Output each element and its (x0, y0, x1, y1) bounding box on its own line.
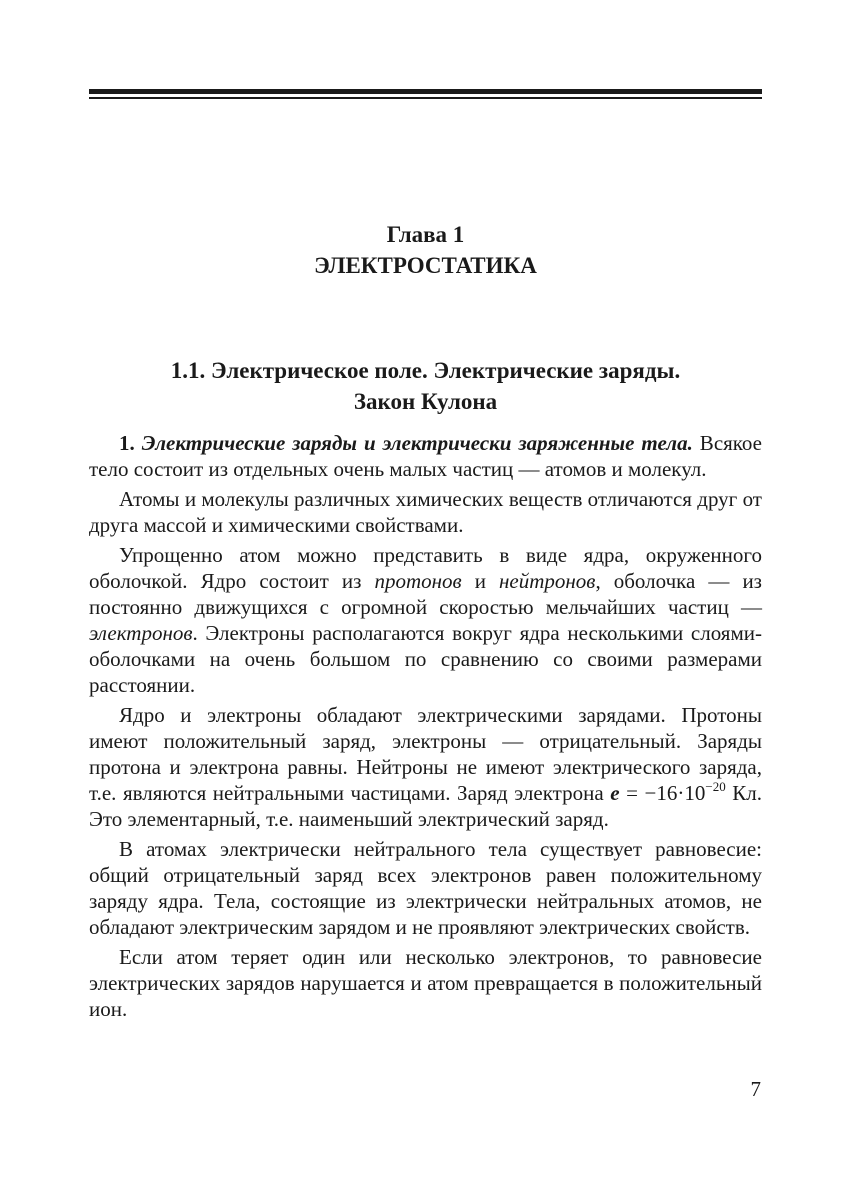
term-protons: протонов (374, 569, 462, 593)
paragraph-1-text: Всякое тело состоит из отдельных очень малых частиц — атомов и молекул. (89, 431, 763, 481)
paragraph-3-text-4: . Электроны располагаются вокруг ядра несколькими слоями-оболочками на очень большом по сравнению со своими размерами расстоянии. (89, 621, 762, 697)
section-title-line2: Закон Кулона (353, 389, 498, 414)
paragraph-5: В атомах электрически нейтрального тела существует равновесие: общий отрицательный заряд всех электронов равен положительному заряду ядра. Тела, состоящие из электрически нейтральных атомов, не обладают электрическим зарядом и не проявляют электрических свойств. (89, 837, 762, 939)
header-rule-thick (89, 89, 762, 94)
header-rule-thin (89, 97, 762, 99)
paragraph-3-text-2: и (461, 569, 499, 593)
term-neutrons: нейтронов (498, 569, 596, 593)
paragraph-lead: Электрические заряды и электрически заряженные тела. (141, 431, 693, 455)
paragraph-1 (89, 430, 762, 482)
chapter-heading (89, 219, 762, 281)
body-text (89, 430, 762, 1026)
paragraph-6: Если атом теряет один или несколько электронов, то равновесие электрических зарядов нарушается и атом превращается в положительный ион. (89, 945, 762, 1021)
electron-charge-symbol: e (610, 781, 620, 805)
chapter-label: Глава 1 (386, 222, 465, 247)
paragraph-3 (89, 542, 762, 698)
electron-charge-exponent: −20 (705, 779, 726, 794)
section-heading (89, 355, 762, 417)
chapter-title: ЭЛЕКТРОСТАТИКА (314, 253, 537, 278)
term-electrons: электронов (89, 621, 193, 645)
paragraph-2: Атомы и молекулы различных химических веществ отличаются друг от друга массой и химическими свойствами. (89, 487, 762, 537)
section-title-line1: 1.1. Электрическое поле. Электрические заряды. (170, 358, 681, 383)
page-number: 7 (750, 1077, 761, 1101)
paragraph-4 (89, 702, 762, 832)
paragraph-4-text-2: Кл. Это элементарный, т.е. наименьший электрический заряд. (89, 781, 763, 831)
paragraph-4-text-1: Ядро и электроны обладают электрическими зарядами. Протоны имеют положительный заряд, электроны — отрицательный. Заряды протона и электрона равны. Нейтроны не имеют электрического заряда, т.е. являются нейтральными частицами. Заряд электрона (89, 703, 762, 805)
paragraph-3-text-3: , оболочка — из постоянно движущихся с огромной скоростью мельчайших частиц — (89, 569, 762, 619)
paragraph-3-text-1: Упрощенно атом можно представить в виде ядра, окруженного оболочкой. Ядро состоит из (89, 543, 762, 593)
paragraph-number: 1. (119, 431, 135, 455)
electron-charge-value: = −16·10 (619, 781, 706, 805)
